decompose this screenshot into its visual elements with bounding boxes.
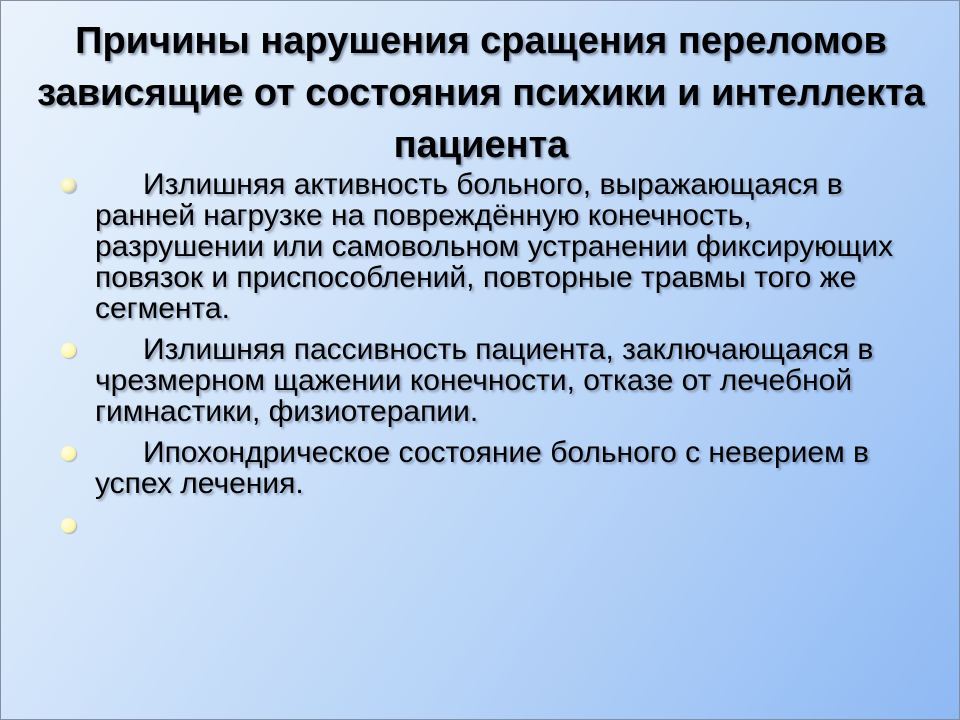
bullet-dot-icon xyxy=(61,518,76,533)
bullet-dot-icon xyxy=(61,343,76,358)
bullet-item xyxy=(57,334,917,427)
bullet-item xyxy=(57,509,917,540)
bullet-item xyxy=(57,169,917,324)
bullet-text: Ипохондрическое состояние больного с неверием в успех лечения. xyxy=(95,436,869,500)
bullet-text: Излишняя активность больного, выражающаяся в ранней нагрузке на повреждённую конечность, разрушении или самовольном устранении фиксирующих повязок и приспособлений, повторные травмы того же сегмента. xyxy=(95,168,894,325)
bullet-dot-icon xyxy=(61,446,76,461)
slide-title: Причины нарушения сращения переломов зависящие от состояния психики и интеллекта пациента xyxy=(37,20,925,166)
bullet-dot-icon xyxy=(61,178,76,193)
bullet-item xyxy=(57,437,917,499)
bullet-list xyxy=(57,169,917,550)
bullet-text: Излишняя пассивность пациента, заключающаяся в чрезмерном щажении конечности, отказе от лечебной гимнастики, физиотерапии. xyxy=(95,333,874,428)
